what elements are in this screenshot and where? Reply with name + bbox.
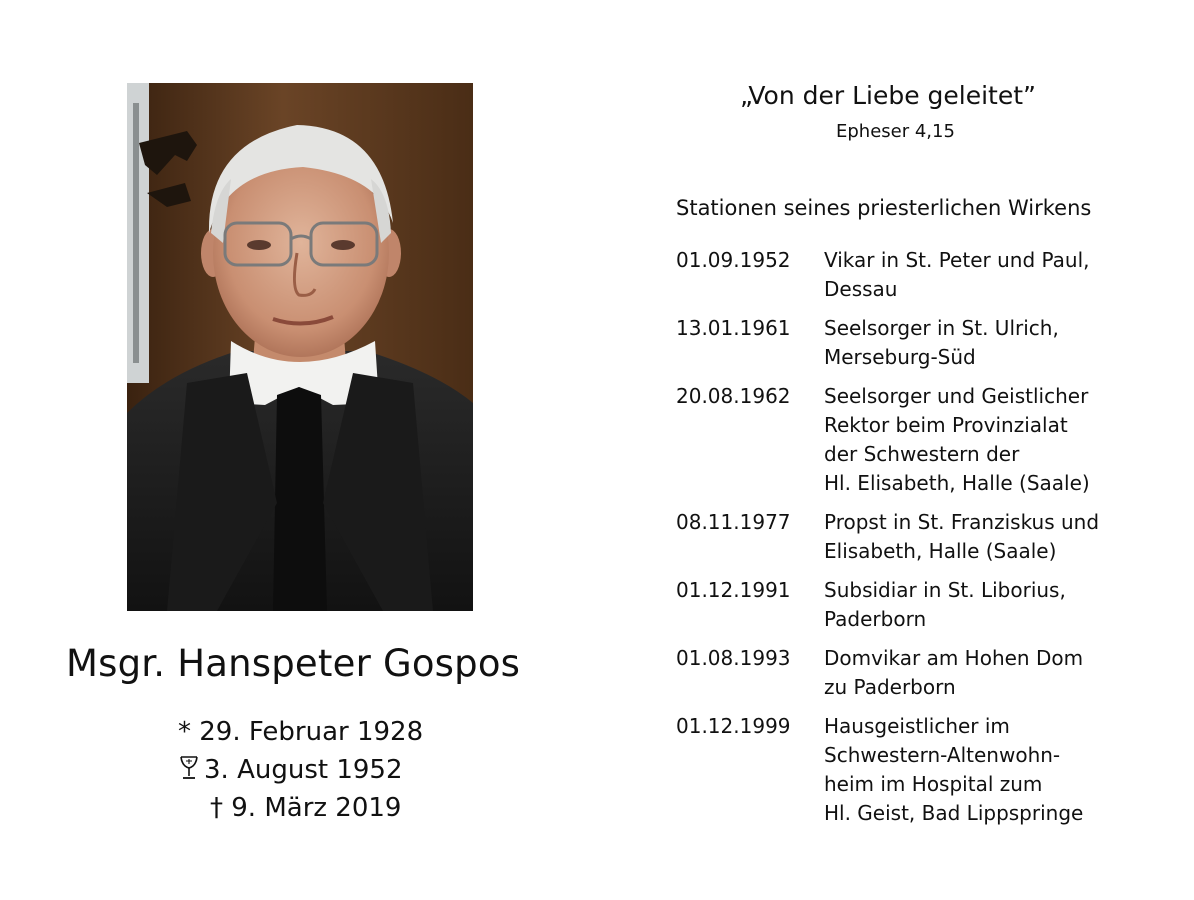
station-item [676, 644, 1146, 702]
chalice-icon [179, 755, 199, 781]
station-description: Domvikar am Hohen Dom zu Paderborn [824, 646, 1084, 699]
station-date: 08.11.1977 [676, 510, 791, 534]
death-date: 9. März 2019 [231, 793, 402, 823]
station-item [676, 576, 1146, 634]
station-item [676, 314, 1146, 372]
station-date: 01.08.1993 [676, 646, 791, 670]
birth-date-row [150, 713, 480, 751]
station-date: 01.12.1999 [676, 714, 791, 738]
station-description: Seelsorger und Geistlicher Rektor beim Provinzialat der Schwestern der Hl. Elisabeth, Halle (Saale) [824, 384, 1090, 495]
stations-list [676, 246, 1146, 838]
station-date: 01.09.1952 [676, 248, 791, 272]
station-date: 13.01.1961 [676, 316, 791, 340]
portrait-photo [127, 83, 473, 611]
station-description: Propst in St. Franziskus und Elisabeth, Halle (Saale) [824, 510, 1100, 563]
stations-heading: Stationen seines priesterlichen Wirkens [676, 196, 1092, 220]
station-description: Hausgeistlicher im Schwestern-Altenwohn- heim im Hospital zum Hl. Geist, Bad Lippspringe [824, 714, 1084, 825]
ordination-date-row [150, 751, 480, 789]
death-symbol: † [210, 793, 223, 823]
motto-text: „Von der Liebe geleitet” [740, 81, 1036, 110]
station-item [676, 246, 1146, 304]
station-item [676, 508, 1146, 566]
station-date: 01.12.1991 [676, 578, 791, 602]
birth-symbol: * [178, 717, 191, 747]
motto-reference: Epheser 4,15 [836, 121, 955, 142]
deceased-name: Msgr. Hanspeter Gospos [66, 642, 521, 685]
station-item [676, 712, 1146, 828]
birth-date: 29. Februar 1928 [199, 717, 424, 747]
death-date-row [150, 789, 480, 827]
ordination-date: 3. August 1952 [204, 755, 403, 785]
station-item [676, 382, 1146, 498]
station-description: Vikar in St. Peter und Paul, Dessau [824, 248, 1090, 301]
life-dates [150, 713, 480, 827]
station-description: Subsidiar in St. Liborius, Paderborn [824, 578, 1066, 631]
station-description: Seelsorger in St. Ulrich, Merseburg-Süd [824, 316, 1059, 369]
station-date: 20.08.1962 [676, 384, 791, 408]
